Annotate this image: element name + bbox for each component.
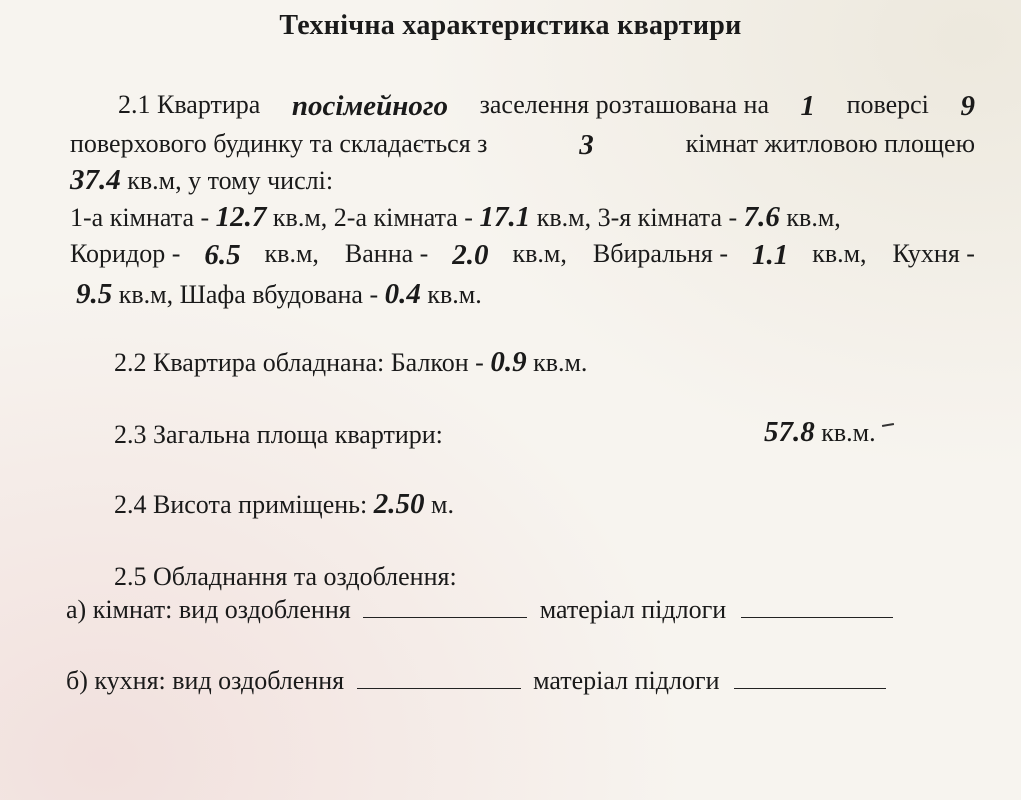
bath-area-value: 2.0 bbox=[452, 239, 489, 271]
rooms-count-value: 3 bbox=[579, 129, 594, 161]
rooms-finish-blank bbox=[363, 597, 527, 618]
section-2-3-value bbox=[764, 418, 894, 447]
corridor-area-value: 6.5 bbox=[204, 239, 241, 271]
section-2-1-line-4 bbox=[70, 203, 841, 232]
text: кімнат житловою площею bbox=[685, 129, 975, 158]
rooms-finish-row bbox=[66, 597, 893, 623]
text: кв.м, bbox=[786, 203, 841, 232]
unit: м. bbox=[430, 490, 454, 519]
text: 2.1 Квартира bbox=[118, 90, 261, 119]
text: поверсі bbox=[846, 90, 929, 119]
equipment-label: 2.5 Обладнання та оздоблення: bbox=[114, 562, 457, 591]
kitchen-floor-label: матеріал підлоги bbox=[533, 666, 720, 695]
toilet-area-value: 1.1 bbox=[751, 239, 789, 271]
section-2-1-line-5 bbox=[70, 241, 975, 270]
text: кв.м, 3-я кімната - bbox=[536, 203, 738, 232]
text: кв.м. bbox=[427, 280, 482, 309]
text: Коридор - bbox=[70, 239, 181, 268]
living-area-value: 37.4 bbox=[70, 164, 121, 196]
floor-value: 1 bbox=[800, 90, 816, 122]
text: кв.м, у тому числі: bbox=[127, 166, 334, 195]
closet-area-value: 0.4 bbox=[384, 278, 421, 310]
section-2-2 bbox=[114, 348, 587, 377]
rooms-finish-label: а) кімнат: вид оздоблення bbox=[66, 595, 351, 624]
kitchen-finish-label: б) кухня: вид оздоблення bbox=[66, 666, 345, 695]
rooms-floor-blank bbox=[741, 597, 893, 618]
balcony-area-value: 0.9 bbox=[490, 346, 527, 378]
section-2-1-line-6 bbox=[76, 280, 482, 309]
rooms-floor-label: матеріал підлоги bbox=[539, 595, 727, 624]
height-value: 2.50 bbox=[373, 488, 425, 520]
unit: кв.м. bbox=[821, 418, 876, 447]
total-floors-value: 9 bbox=[960, 90, 975, 122]
room1-area-value: 12.7 bbox=[215, 201, 267, 233]
document-title: Технічна характеристика квартири bbox=[279, 10, 742, 41]
room2-area-value: 17.1 bbox=[479, 201, 531, 233]
kitchen-finish-row bbox=[66, 668, 886, 694]
height-label: 2.4 Висота приміщень: bbox=[114, 490, 368, 519]
room3-area-value: 7.6 bbox=[743, 201, 780, 233]
section-2-1-line-2 bbox=[70, 131, 975, 160]
total-area-value: 57.8 bbox=[764, 416, 815, 448]
balcony-label: 2.2 Квартира обладнана: Балкон - bbox=[114, 348, 484, 377]
settlement-type-value: посімейного bbox=[291, 90, 449, 122]
section-2-1-line-3 bbox=[70, 166, 333, 195]
text: 1-а кімната - bbox=[70, 203, 210, 232]
total-area-label: 2.3 Загальна площа квартири: bbox=[114, 420, 443, 449]
section-2-5-heading bbox=[114, 564, 457, 590]
kitchen-finish-blank bbox=[357, 668, 521, 689]
kitchen-area-value: 9.5 bbox=[76, 278, 113, 310]
section-2-3-label bbox=[114, 422, 443, 448]
text: кв.м, Шафа вбудована - bbox=[118, 280, 379, 309]
pen-mark bbox=[882, 423, 894, 427]
text: заселення розташована на bbox=[479, 90, 769, 119]
unit: кв.м. bbox=[533, 348, 588, 377]
text: кв.м, Кухня - bbox=[812, 239, 975, 268]
section-2-4 bbox=[114, 490, 454, 519]
text: кв.м, Вбиральня - bbox=[512, 239, 728, 268]
text: поверхового будинку та складається з bbox=[70, 129, 488, 158]
section-2-1-line-1 bbox=[118, 92, 975, 121]
text: кв.м, 2-а кімната - bbox=[272, 203, 473, 232]
text: кв.м, Ванна - bbox=[264, 239, 429, 268]
kitchen-floor-blank bbox=[734, 668, 886, 689]
